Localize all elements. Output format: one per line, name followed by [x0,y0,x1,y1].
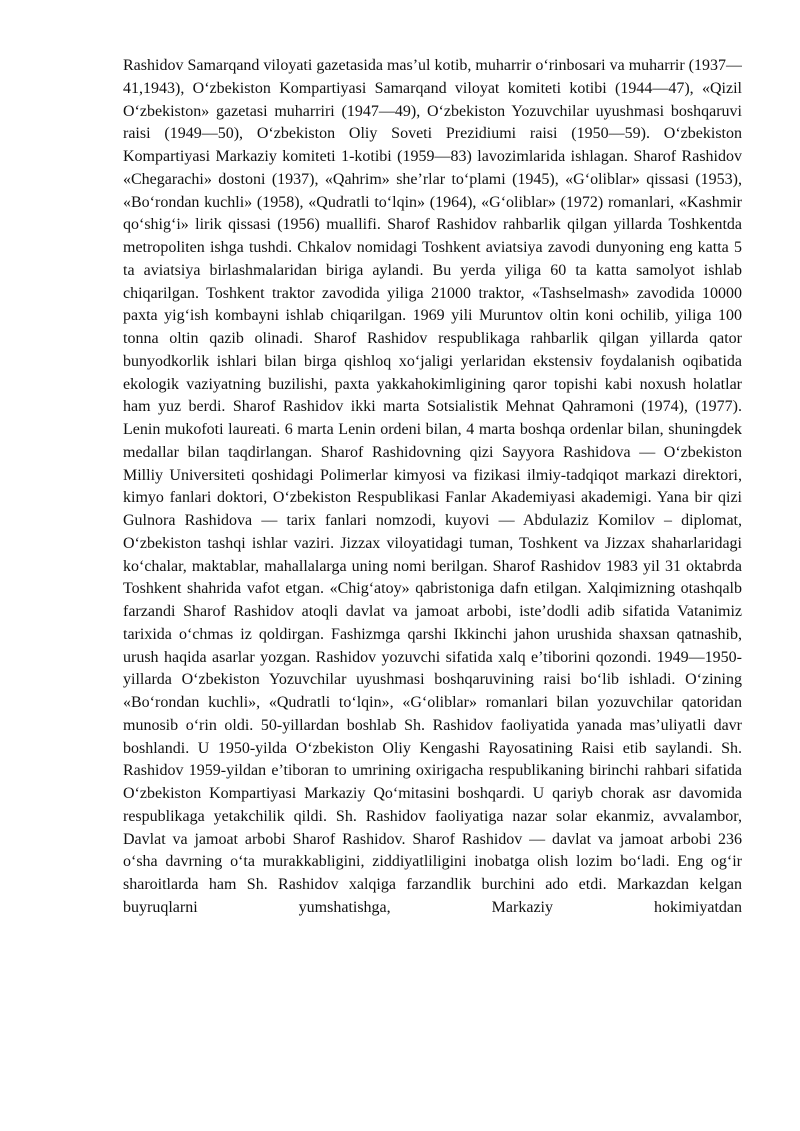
body-paragraph: Rashidov Samarqand viloyati gazetasida mas’ul kotib, muharrir o‘rinbosari va muharrir (1937—41,1943), O‘zbekiston Kompartiyasi Samarqand viloyat komiteti kotibi (1944—47), «Qizil O‘zbekiston» gazetasi muharriri (1947—49), O‘zbekiston Yozuvchilar uyushmasi boshqaruvi raisi (1949—50), O‘zbekiston Oliy Soveti Prezidiumi raisi (1950—59). O‘zbekiston Kompartiyasi Markaziy komiteti 1-kotibi (1959—83) lavozimlarida ishlagan. Sharof Rashidov «Chegarachi» dostoni (1937), «Qahrim» she’rlar to‘plami (1945), «G‘oliblar» qissasi (1953), «Bo‘rondan kuchli» (1958), «Qudratli to‘lqin» (1964), «G‘oliblar» (1972) romanlari, «Kashmir qo‘shig‘i» lirik qissasi (1956) muallifi. Sharof Rashidov rahbarlik qilgan yillarda Toshkentda metropoliten ishga tushdi. Chkalov nomidagi Toshkent aviatsiya zavodi dunyoning eng katta 5 ta aviatsiya birlashmalaridan biriga aylandi. Bu yerda yiliga 60 ta katta samolyot ishlab chiqarilgan. Toshkent traktor zavodida yiliga 21000 traktor, «Tashselmash» zavodida 10000 paxta yig‘ish kombayni ishlab chiqarilgan. 1969 yili Muruntov oltin koni ochilib, yiliga 100 tonna oltin qazib olinadi. Sharof Rashidov respublikaga rahbarlik qilgan yillarda qator bunyodkorlik ishlari bilan birga qishloq xo‘jaligi yerlaridan ekstensiv foydalanish oqibatida ekologik vaziyatning buzilishi, paxta yakkahokimligining qaror topishi kabi noxush holatlar ham yuz berdi. Sharof Rashidov ikki marta Sotsialistik Mehnat Qahramoni (1974), (1977). Lenin mukofoti laureati. 6 marta Lenin ordeni bilan, 4 marta boshqa ordenlar bilan, shuningdek medallar bilan taqdirlangan. Sharof Rashidovning qizi Sayyora Rashidova — O‘zbekiston Milliy Universiteti qoshidagi Polimerlar kimyosi va fizikasi ilmiy-tadqiqot markazi direktori, kimyo fanlari doktori, O‘zbekiston Respublikasi Fanlar Akademiyasi akademigi. Yana bir qizi Gulnora Rashidova — tarix fanlari nomzodi, kuyovi — Abdulaziz Komilov – diplomat, O‘zbekiston tashqi ishlar vaziri. Jizzax viloyatidagi tuman, Toshkent va Jizzax shaharlaridagi ko‘chalar, maktablar, mahallalarga uning nomi berilgan. Sharof Rashidov 1983 yil 31 oktabrda Toshkent shahrida vafot etgan. «Chig‘atoy» qabristoniga dafn etilgan. Xalqimizning otashqalb farzandi Sharof Rashidov atoqli davlat va jamoat arbobi, iste’dodli adib sifatida Vatanimiz tarixida o‘chmas iz qoldirgan. Fashizmga qarshi Ikkinchi jahon urushida shaxsan qatnashib, urush haqida asarlar yozgan. Rashidov yozuvchi sifatida xalq e’tiborini qozondi. 1949—1950-yillarda O‘zbekiston Yozuvchilar uyushmasi boshqaruvining raisi bo‘lib ishladi. O‘zining «Bo‘rondan kuchli», «Qudratli to‘lqin», «G‘oliblar» romanlari bilan yozuvchilar qatoridan munosib o‘rin oldi. 50-yillardan boshlab Sh. Rashidov faoliyatida yanada mas’uliyatli davr boshlandi. U 1950-yilda O‘zbekiston Oliy Kengashi Rayosatining Raisi etib saylandi. Sh. Rashidov 1959-yildan e’tiboran to umrining oxirigacha respublikaning birinchi rahbari sifatida O‘zbekiston Kompartiyasi Markaziy Qo‘mitasini boshqardi. U qariyb chorak asr davomida respublikaga yetakchilik qildi. Sh. Rashidov faoliyatiga nazar solar ekanmiz, avvalambor, Davlat va jamoat arbobi Sharof Rashidov. Sharof Rashidov — davlat va jamoat arbobi 236 o‘sha davrning o‘ta murakkabligini, ziddiyatliligini inobatga olish lozim bo‘ladi. Eng og‘ir sharoitlarda ham Sh. Rashidov xalqiga farzandlik burchini ado etdi. Markazdan kelgan buyruqlarni yumshatishga, Markaziy hokimiyatdan [123,57,742,916]
document-page [123,55,742,1115]
